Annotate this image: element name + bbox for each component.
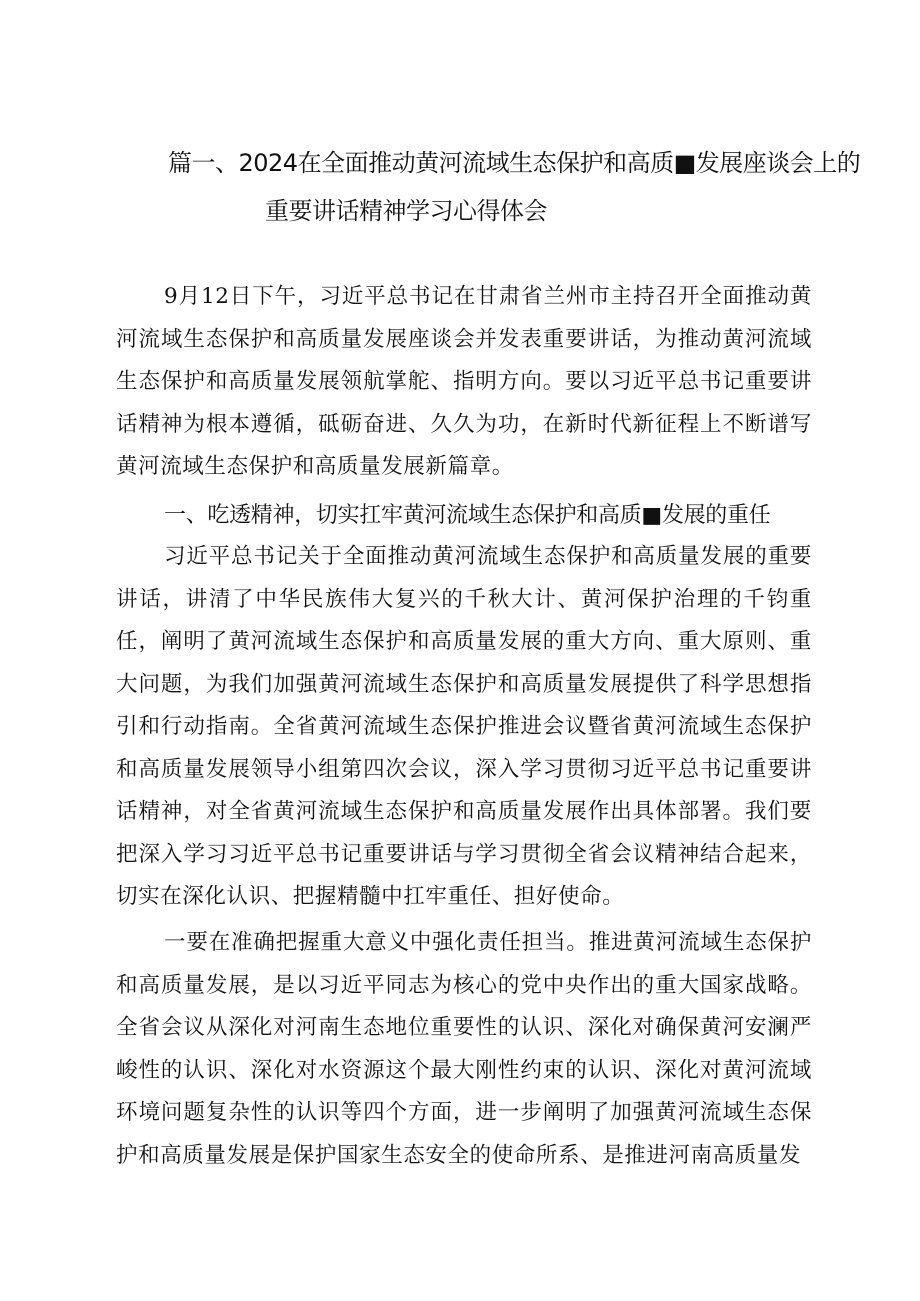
paragraph-first-point: 一要在准确把握重大意义中强化责任担当。推进黄河流域生态保护和高质量发展，是以习近平同志为核心的党中央作出的重大国家战略。全省会议从深化对河南生态地位重要性的认识、深化对确保黄河安澜严峻性的认识、深化对水资源这个最大刚性约束的认识、深化对黄河流域环境问题复杂性的认识等四个方面，进一步阐明了加强黄河流域生态保护和高质量发展是保护国家生态安全的使命所系、是推进河南高质量发 bbox=[116, 930, 812, 1168]
document-title-line-1: 篇一、2024在全面推动黄河流域生态保护和高质■发展座谈会上的 bbox=[168, 149, 861, 177]
section-heading: 一、吃透精神，切实扛牢黄河流域生态保护和高质■发展的重任 bbox=[164, 503, 771, 528]
paragraph-intro: 9月12日下午，习近平总书记在甘肃省兰州市主持召开全面推动黄河流域生态保护和高质量发展座谈会并发表重要讲话，为推动黄河流域生态保护和高质量发展领航掌舵、指明方向。要以习近平总书记重要讲话精神为根本遵循，砥砺奋进、久久为功，在新时代新征程上不断谱写黄河流域生态保护和高质量发展新篇章。 bbox=[116, 284, 812, 479]
paragraph-section-body: 习近平总书记关于全面推动黄河流域生态保护和高质量发展的重要讲话，讲清了中华民族伟大复兴的千秋大计、黄河保护治理的千钧重任，阐明了黄河流域生态保护和高质量发展的重大方向、重大原则、重大问题，为我们加强黄河流域生态保护和高质量发展提供了科学思想指引和行动指南。全省黄河流域生态保护推进会议暨省黄河流域生态保护和高质量发展领导小组第四次会议，深入学习贯彻习近平总书记重要讲话精神，对全省黄河流域生态保护和高质量发展作出具体部署。我们要把深入学习习近平总书记重要讲话与学习贯彻全省会议精神结合起来，切实在深化认识、把握精髓中扛牢重任、担好使命。 bbox=[116, 544, 812, 909]
document-title-line-2: 重要讲话精神学习心得体会 bbox=[265, 197, 547, 225]
